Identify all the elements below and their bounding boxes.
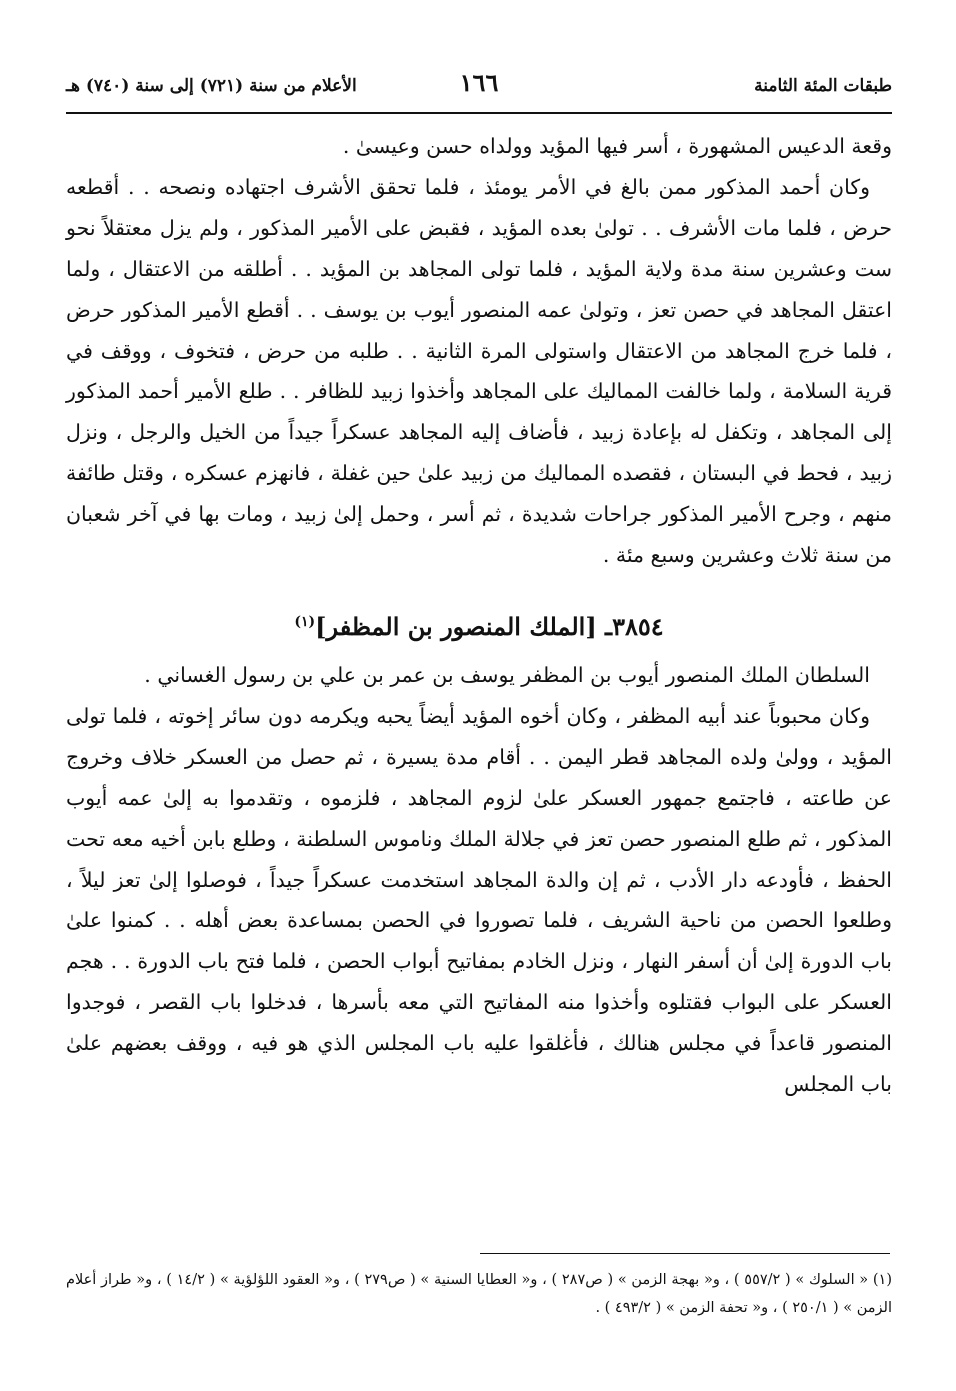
entry-title: ٣٨٥٤ـ [الملك المنصور بن المظفر] bbox=[315, 611, 664, 641]
footnote-divider bbox=[480, 1253, 890, 1254]
entry-heading bbox=[66, 600, 892, 649]
paragraph-2: وكان أحمد المذكور ممن بالغ في الأمر يومئذ ، فلما تحقق الأشرف اجتهاده ونصحه . . أقطعه حرض ، فلما مات الأشرف . . تولىٰ بعده المؤيد ، فقبض على الأمير المذكور ، ولم يزل معتقلاً نحو ست وعشرين سنة مدة ولاية المؤيد ، فلما تولى المجاهد بن المؤيد . . أطلقه من الاعتقال ، ولما اعتقل المجاهد في حصن تعز ، وتولىٰ عمه المنصور أيوب بن يوسف . . أقطع الأمير المذكور حرض ، فلما خرج المجاهد من الاعتقال واستولى المرة الثانية . . طلبه من حرض ، فتخوف ، ووقف في قرية السلامة ، ولما خالفت المماليك على المجاهد وأخذوا زبيد للظافر . . طلع الأمير أحمد المذكور إلى المجاهد ، وتكفل له بإعادة زبيد ، فأضاف إليه المجاهد عسكراً جيداً من الخيل والرجل ، ونزل زبيد ، فحط في البستان ، فقصده المماليك من زبيد علىٰ حين غفلة ، فانهزم عسكره ، وقتل طائفة منهم ، وجرح الأمير المذكور جراحات شديدة ، ثم أسر ، وحمل إلىٰ زبيد ، ومات بها في آخر شعبان من سنة ثلاث وعشرين وسبع مئة . bbox=[66, 174, 893, 568]
footnote: (١) « السلوك » ( ٥٥٧/٢ ) ، و« بهجة الزمن » ( ص٢٨٧ ) ، و« العطايا السنية » ( ص٢٧٩ ) ، و« العقود اللؤلؤية » ( ١٤/٢ ) ، و« طراز أعلام الزمن » ( ٢٥٠/١ ) ، و« تحفة الزمن » ( ٤٩٣/٢ ) . bbox=[66, 1272, 893, 1316]
paragraph-1: وقعة الدعيس المشهورة ، أسر فيها المؤيد وولداه حسن وعيسىٰ . bbox=[342, 134, 892, 158]
paragraph-4: وكان محبوباً عند أبيه المظفر ، وكان أخوه المؤيد أيضاً يحبه ويكرمه دون سائر إخوته ، فلما تولى المؤيد ، وولىٰ ولده المجاهد قطر اليمن . . أقام مدة يسيرة ، ثم حصل من العسكر خلاف وخروج عن طاعته ، فاجتمع جمهور العسكر علىٰ لزوم المجاهد ، فلزموه ، وتقدموا به إلىٰ عمه أيوب المذكور ، ثم طلع المنصور حصن تعز في جلالة الملك وناموس السلطنة ، وطلع بابن أخيه معه تحت الحفظ ، فأودعه دار الأدب ، ثم إن والدة المجاهد استخدمت عسكراً جيداً ، فوصلوا إلىٰ تعز ليلاً ، وطلعوا الحصن من ناحية الشريف ، فلما تصوروا في الحصن بمساعدة بعض أهله . . كمنوا علىٰ باب الدورة إلىٰ أن أسفر النهار ، ونزل الخادم بمفاتيح أبواب الحصن ، فلما فتح باب الدورة . . هجم العسكر على البواب فقتلوه وأخذوا منه المفاتيح التي معه بأسرها ، فدخلوا باب القصر ، فوجدوا المنصور قاعداً في مجلس هنالك ، فأغلقوا عليه باب المجلس الذي هو فيه ، ووقف بعضهم علىٰ باب المجلس bbox=[66, 703, 892, 1097]
running-title-right: طبقات المئة الثامنة bbox=[754, 76, 892, 96]
footnote-marker[interactable]: (١) bbox=[294, 613, 316, 630]
main-text bbox=[66, 126, 892, 1105]
page-number: ١٦٦ bbox=[459, 68, 499, 97]
header-divider bbox=[66, 112, 892, 114]
running-title-left: الأعلام من سنة (٧٢١) إلى سنة (٧٤٠) هـ bbox=[66, 76, 357, 96]
running-header bbox=[66, 68, 892, 108]
paragraph-3: السلطان الملك المنصور أيوب بن المظفر يوسف بن عمر بن علي بن رسول الغساني . bbox=[144, 662, 870, 687]
